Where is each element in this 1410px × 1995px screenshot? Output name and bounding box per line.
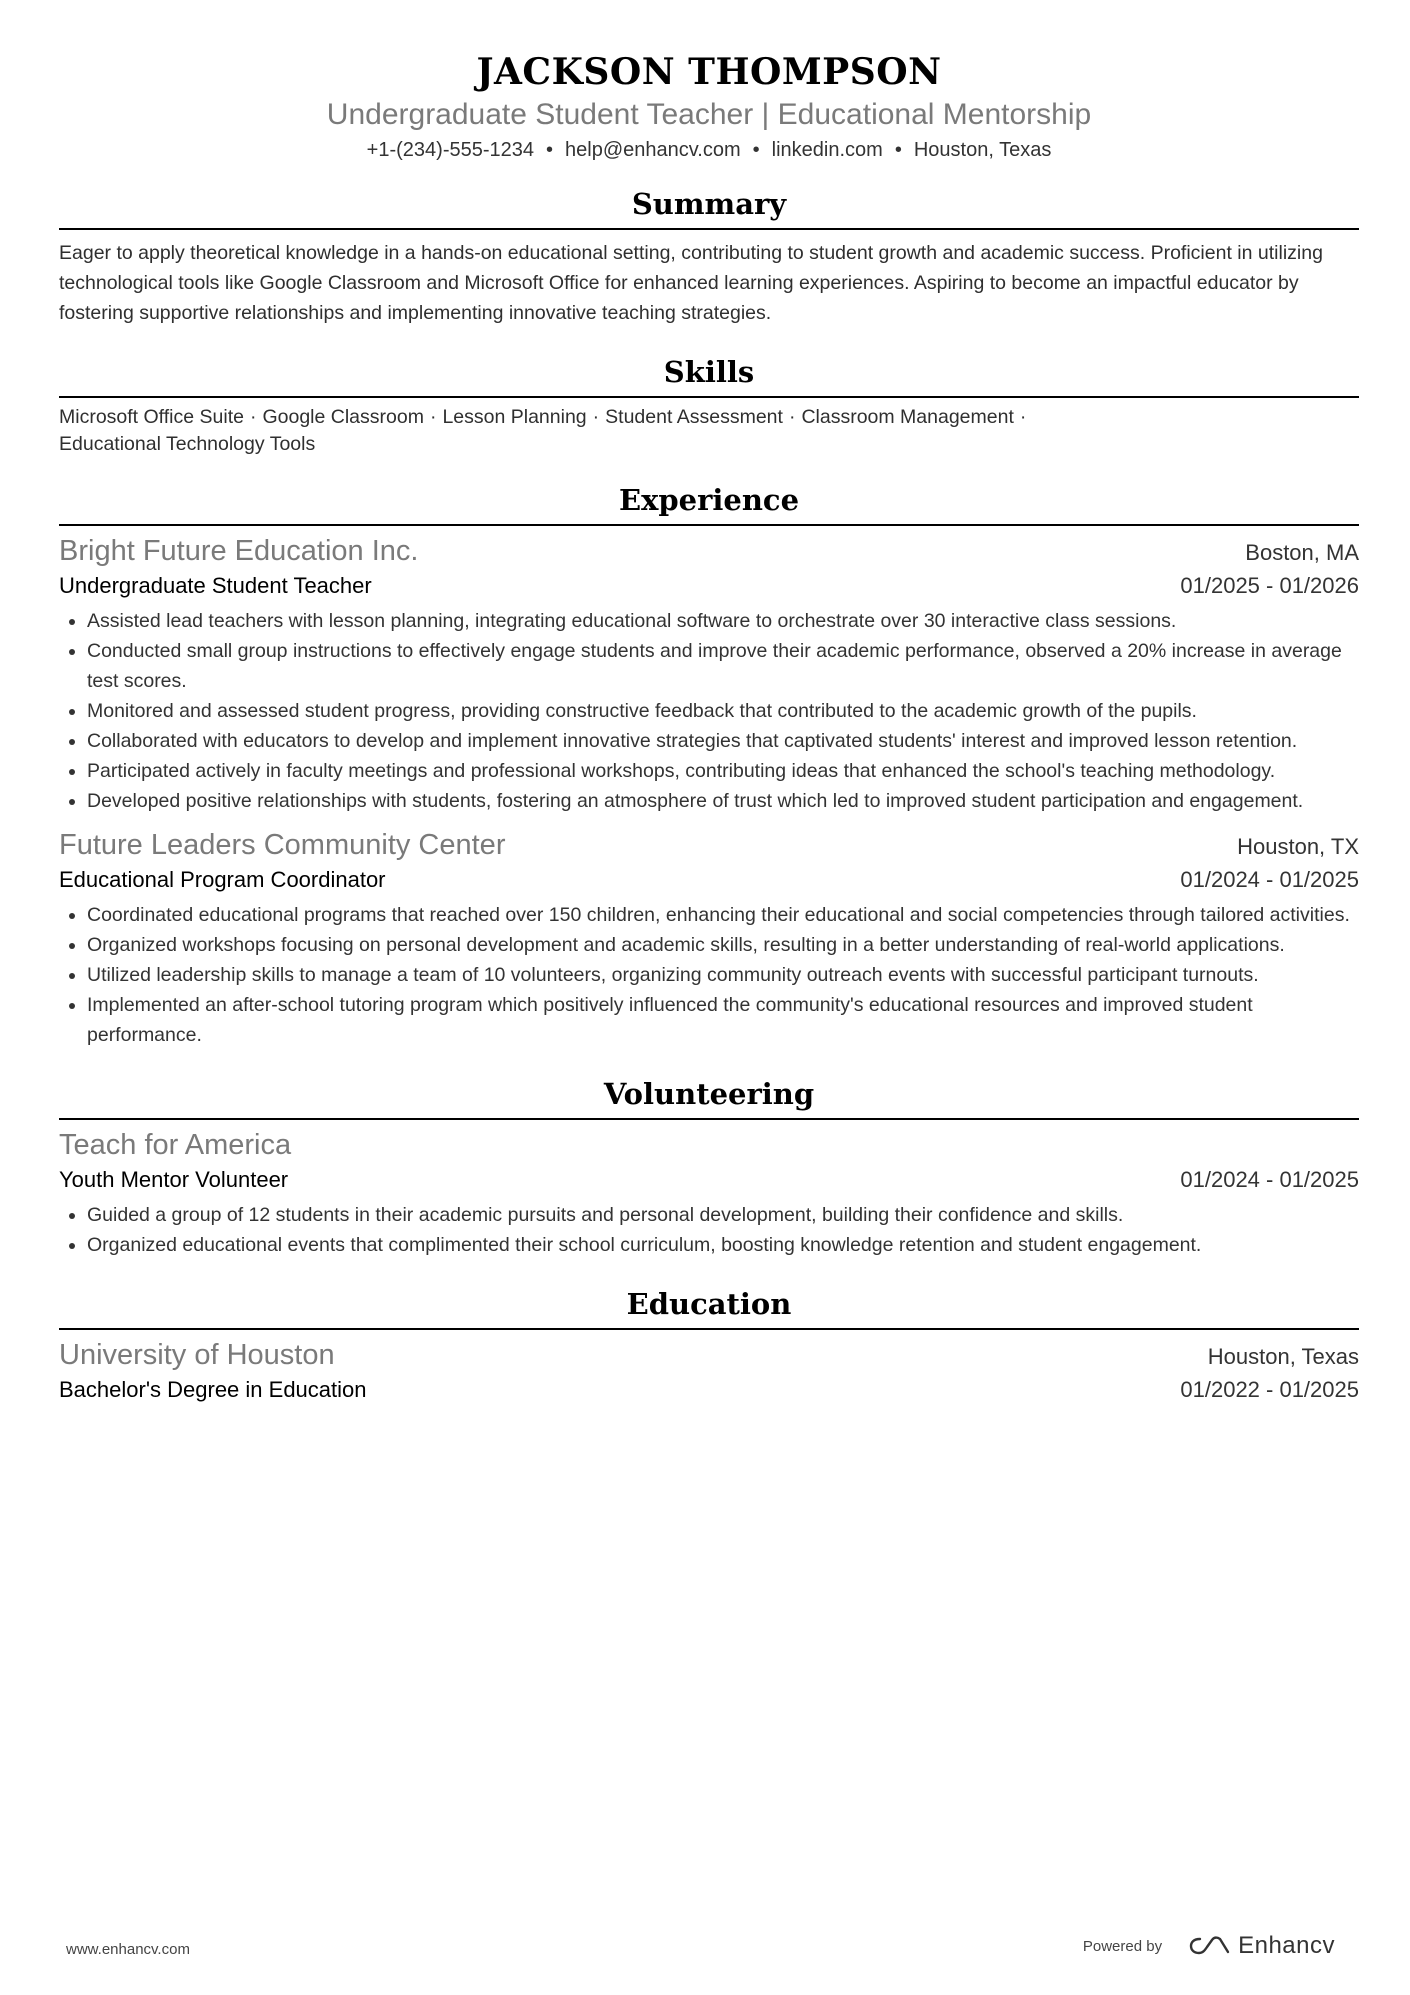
section-title-experience: Experience [59, 480, 1359, 526]
achievement-list [59, 606, 1359, 816]
volunteering-entry [59, 1126, 1359, 1260]
contact-line [59, 136, 1359, 164]
skill-item: Educational Technology Tools [59, 433, 316, 455]
achievement-list [59, 1200, 1359, 1260]
experience-entry [59, 826, 1359, 1050]
education-dates: 01/2022 - 01/2025 [1180, 1377, 1359, 1402]
candidate-name: JACKSON THOMPSON [476, 51, 942, 93]
achievement-bullet: • Conducted small group instructions to effectively engage students and improve their academic performance, observed a 20% increase in average test scores. [87, 636, 1359, 696]
school-name: University of Houston [59, 1339, 335, 1371]
skill-separator: · [249, 406, 257, 428]
achievement-bullet: • Coordinated educational programs that reached over 150 children, enhancing their educational and social competencies through tailored activities. [87, 900, 1359, 930]
summary-section [59, 184, 1359, 328]
skill-separator: · [1019, 406, 1027, 428]
location-text: Houston, Texas [913, 139, 1052, 161]
achievement-bullet: • Utilized leadership skills to manage a team of 10 volunteers, organizing community outreach events with successful participant turnouts. [87, 960, 1359, 990]
contact-separator: • [894, 139, 902, 161]
skill-item: Student Assessment [605, 406, 783, 428]
job-dates: 01/2024 - 01/2025 [1180, 867, 1359, 892]
enhancv-logo-icon [1188, 1935, 1232, 1957]
achievement-bullet: • Monitored and assessed student progress, providing constructive feedback that contributed to the academic growth of the pupils. [87, 696, 1359, 726]
section-title-volunteering: Volunteering [59, 1074, 1359, 1120]
education-entry [59, 1336, 1359, 1406]
footer-website-link[interactable]: www.enhancv.com [66, 1941, 190, 1958]
section-title-summary: Summary [59, 184, 1359, 230]
achievement-bullet: • Developed positive relationships with students, fostering an atmosphere of trust which led to improved student participation and engagement. [87, 786, 1359, 816]
volunteer-role: Youth Mentor Volunteer [59, 1167, 289, 1192]
school-location: Houston, Texas [1207, 1344, 1359, 1369]
skill-separator: · [592, 406, 600, 428]
achievement-bullet: • Organized workshops focusing on personal development and academic skills, resulting in a better understanding of real-world applications. [87, 930, 1359, 960]
skill-item: Google Classroom [262, 406, 424, 428]
candidate-headline: Undergraduate Student Teacher | Educational Mentorship [326, 98, 1092, 131]
achievement-list [59, 900, 1359, 1050]
education-section [59, 1284, 1359, 1406]
skill-separator: · [429, 406, 437, 428]
skill-separator: · [788, 406, 796, 428]
experience-section [59, 480, 1359, 1050]
volunteering-section [59, 1074, 1359, 1260]
volunteer-dates: 01/2024 - 01/2025 [1180, 1167, 1359, 1192]
resume-page [59, 0, 1359, 1406]
achievement-bullet: • Participated actively in faculty meetings and professional workshops, contributing ideas that enhanced the school's teaching methodology. [87, 756, 1359, 786]
job-location: Houston, TX [1237, 834, 1359, 859]
skill-item: Microsoft Office Suite [59, 406, 244, 428]
skill-item: Classroom Management [801, 406, 1014, 428]
linkedin-link[interactable]: linkedin.com [771, 139, 883, 161]
powered-by-label: Powered by [1082, 1937, 1163, 1955]
skills-section [59, 352, 1359, 458]
job-dates: 01/2025 - 01/2026 [1180, 573, 1359, 598]
achievement-bullet: • Implemented an after-school tutoring program which positively influenced the community's educational resources and improved student performance. [87, 990, 1359, 1050]
achievement-bullet: • Assisted lead teachers with lesson planning, integrating educational software to orchestrate over 30 interactive class sessions. [87, 606, 1359, 636]
achievement-bullet: • Collaborated with educators to develop and implement innovative strategies that captivated students' interest and improved lesson retention. [87, 726, 1359, 756]
enhancv-brand-text: Enhancv [1238, 1932, 1335, 1959]
experience-entry [59, 532, 1359, 816]
skills-list [59, 404, 1359, 458]
job-title: Educational Program Coordinator [59, 867, 386, 892]
job-title: Undergraduate Student Teacher [59, 573, 372, 598]
organization-name: Teach for America [59, 1129, 292, 1161]
section-title-skills: Skills [59, 352, 1359, 398]
section-title-education: Education [59, 1284, 1359, 1330]
email-link[interactable]: help@enhancv.com [565, 139, 741, 161]
summary-text: Eager to apply theoretical knowledge in a hands-on educational setting, contributing to student growth and academic success. Proficient in utilizing technological tools like Google Classroom and Microsoft Office for enhanced learning experiences. Aspiring to become an impactful educator by fostering supportive relationships and implementing innovative teaching strategies. [59, 242, 1323, 324]
achievement-bullet: • Guided a group of 12 students in their academic pursuits and personal development, building their confidence and skills. [87, 1200, 1359, 1230]
degree-name: Bachelor's Degree in Education [59, 1377, 367, 1402]
footer-powered-by[interactable] [1083, 1932, 1335, 1960]
contact-separator: • [546, 139, 554, 161]
job-location: Boston, MA [1245, 540, 1359, 565]
phone-text: +1-(234)-555-1234 [366, 139, 535, 161]
company-name: Future Leaders Community Center [59, 829, 506, 861]
achievement-bullet: • Organized educational events that complimented their school curriculum, boosting knowledge retention and student engagement. [87, 1230, 1359, 1260]
company-name: Bright Future Education Inc. [59, 535, 419, 567]
skill-item: Lesson Planning [442, 406, 587, 428]
contact-separator: • [752, 139, 760, 161]
